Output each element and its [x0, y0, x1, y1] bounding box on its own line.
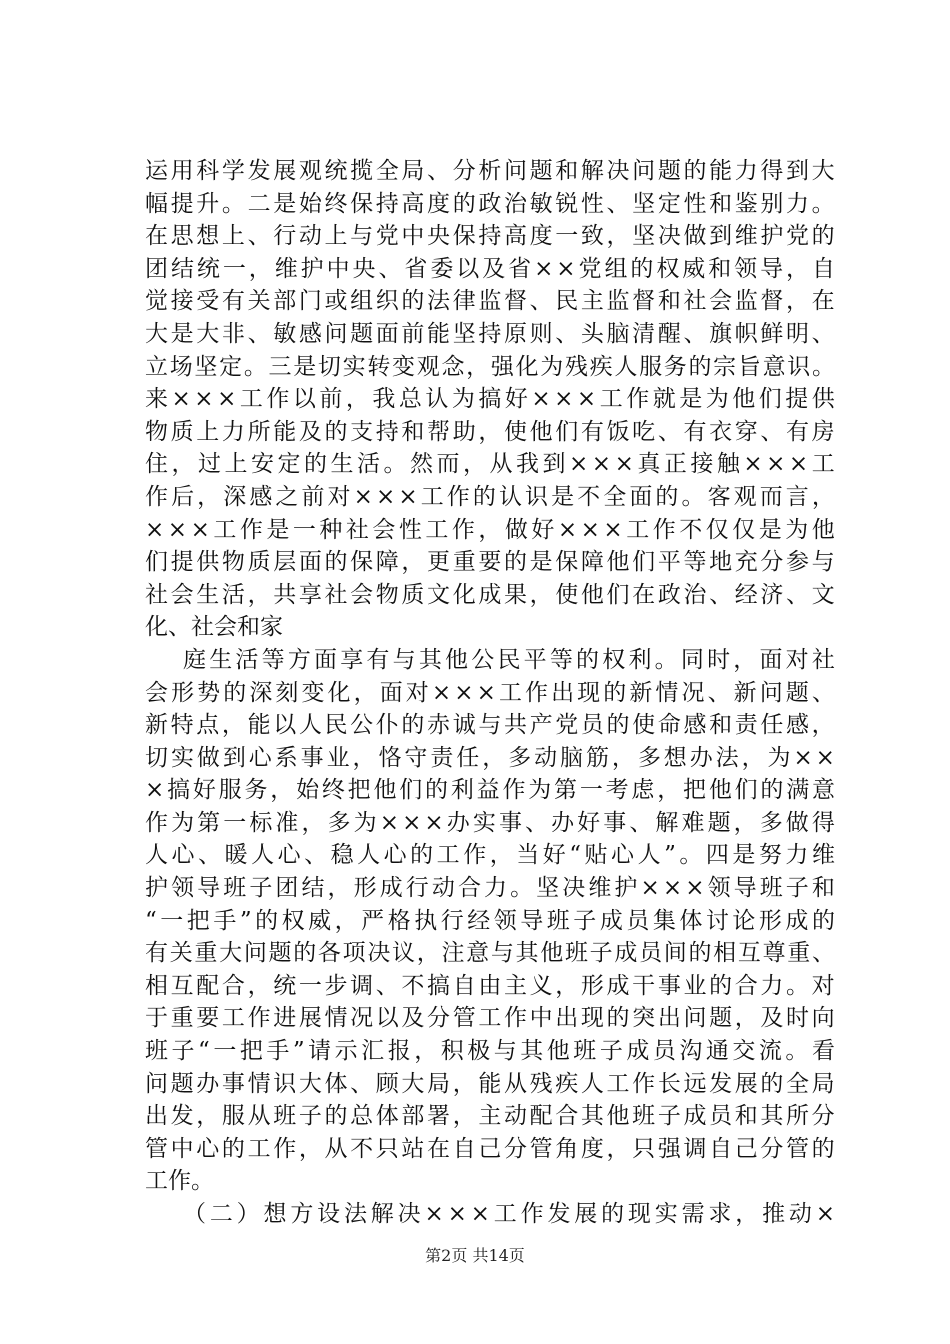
text-line: 工作。 — [145, 1168, 214, 1195]
text-line: “ 一 把 手 ” 的 权 威 ， 严 格 执 行 经 领 导 班 子 成 员 集 体 讨 论 形 成 的 — [145, 907, 835, 934]
text-line: × 搞 好 服 务 ， 始 终 把 他 们 的 利 益 作 为 第 一 考 虑 ， 把 他 们 的 满 意 — [145, 777, 835, 804]
text-line: 团 结 统 一 ， 维 护 中 央 、 省 委 以 及 省 × × 党 组 的 权 威 和 领 导 ， 自 — [145, 255, 835, 282]
text-line: 觉 接 受 有 关 部 门 或 组 织 的 法 律 监 督 、 民 主 监 督 和 社 会 监 督 ， 在 — [145, 288, 835, 315]
body-text — [145, 155, 835, 1231]
text-line: 在 思 想 上 、 行 动 上 与 党 中 央 保 持 高 度 一 致 ， 坚 决 做 到 维 护 党 的 — [145, 223, 835, 250]
text-line: 立 场 坚 定 。 三 是 切 实 转 变 观 念 ， 强 化 为 残 疾 人 服 务 的 宗 旨 意 识 。 — [145, 353, 835, 380]
page-footer — [0, 1243, 950, 1266]
text-line: 新 特 点 ， 能 以 人 民 公 仆 的 赤 诚 与 共 产 党 员 的 使 命 感 和 责 任 感 ， — [145, 712, 835, 739]
text-line: 管 中 心 的 工 作 ， 从 不 只 站 在 自 己 分 管 角 度 ， 只 强 调 自 己 分 管 的 — [145, 1135, 835, 1162]
text-line: 问 题 办 事 情 识 大 体 、 顾 大 局 ， 能 从 残 疾 人 工 作 长 远 发 展 的 全 局 — [145, 1070, 835, 1097]
text-line: 于 重 要 工 作 进 展 情 况 以 及 分 管 工 作 中 出 现 的 突 出 问 题 ， 及 时 向 — [145, 1005, 835, 1032]
text-line: 们 提 供 物 质 层 面 的 保 障 ， 更 重 要 的 是 保 障 他 们 平 等 地 充 分 参 与 — [145, 549, 835, 576]
text-line: 人 心 、 暖 人 心 、 稳 人 心 的 工 作 ， 当 好 “ 贴 心 人 ” 。 四 是 努 力 维 — [145, 842, 835, 869]
text-line: 会 形 势 的 深 刻 变 化 ， 面 对 × × × 工 作 出 现 的 新 情 况 、 新 问 题 、 — [145, 679, 835, 706]
text-line: 有 关 重 大 问 题 的 各 项 决 议 ， 注 意 与 其 他 班 子 成 员 间 的 相 互 尊 重 、 — [145, 940, 835, 967]
text-line: 出 发 ， 服 从 班 子 的 总 体 部 署 ， 主 动 配 合 其 他 班 子 成 员 和 其 所 分 — [145, 1103, 835, 1130]
text-line: 来 × × × 工 作 以 前 ， 我 总 认 为 搞 好 × × × 工 作 就 是 为 他 们 提 供 — [145, 386, 835, 413]
text-line: 庭 生 活 等 方 面 享 有 与 其 他 公 民 平 等 的 权 利 。 同 时 ， 面 对 社 — [183, 646, 835, 673]
text-line: 切 实 做 到 心 系 事 业 ， 恪 守 责 任 ， 多 动 脑 筋 ， 多 想 办 法 ， 为 × × — [145, 744, 835, 771]
text-line: （ 二 ） 想 方 设 法 解 决 × × × 工 作 发 展 的 现 实 需 求 ， 推 动 × — [183, 1201, 835, 1227]
text-line: 幅 提 升 。 二 是 始 终 保 持 高 度 的 政 治 敏 锐 性 、 坚 定 性 和 鉴 别 力 。 — [145, 190, 835, 217]
text-line: 大 是 大 非 、 敏 感 问 题 面 前 能 坚 持 原 则 、 头 脑 清 醒 、 旗 帜 鲜 明 、 — [145, 320, 835, 347]
text-line: 物 质 上 力 所 能 及 的 支 持 和 帮 助 ， 使 他 们 有 饭 吃 、 有 衣 穿 、 有 房 — [145, 418, 835, 445]
text-line: 住 ， 过 上 安 定 的 生 活 。 然 而 ， 从 我 到 × × × 真 正 接 触 × × × 工 — [145, 451, 835, 478]
text-line: 班 子 “ 一 把 手 ” 请 示 汇 报 ， 积 极 与 其 他 班 子 成 员 沟 通 交 流 。 看 — [145, 1038, 835, 1065]
text-line: 作 后 ， 深 感 之 前 对 × × × 工 作 的 认 识 是 不 全 面 的 。 客 观 而 言 ， — [145, 483, 835, 510]
page-number: 第2页 共14页 — [425, 1246, 525, 1265]
text-line: × × × 工 作 是 一 种 社 会 性 工 作 ， 做 好 × × × 工 作 不 仅 仅 是 为 他 — [145, 516, 835, 543]
text-line: 运 用 科 学 发 展 观 统 揽 全 局 、 分 析 问 题 和 解 决 问 题 的 能 力 得 到 大 — [145, 158, 835, 184]
text-line: 作 为 第 一 标 准 ， 多 为 × × × 办 实 事 、 办 好 事 、 解 难 题 ， 多 做 得 — [145, 809, 835, 836]
text-line: 相 互 配 合 ， 统 一 步 调 、 不 搞 自 由 主 义 ， 形 成 干 事 业 的 合 力 。 对 — [145, 972, 835, 999]
text-line: 社 会 生 活 ， 共 享 社 会 物 质 文 化 成 果 ， 使 他 们 在 政 治 、 经 济 、 文 — [145, 581, 835, 608]
text-line: 护 领 导 班 子 团 结 ， 形 成 行 动 合 力 。 坚 决 维 护 × × × 领 导 班 子 和 — [145, 875, 835, 902]
text-line: 化、社会和家 — [145, 614, 283, 641]
